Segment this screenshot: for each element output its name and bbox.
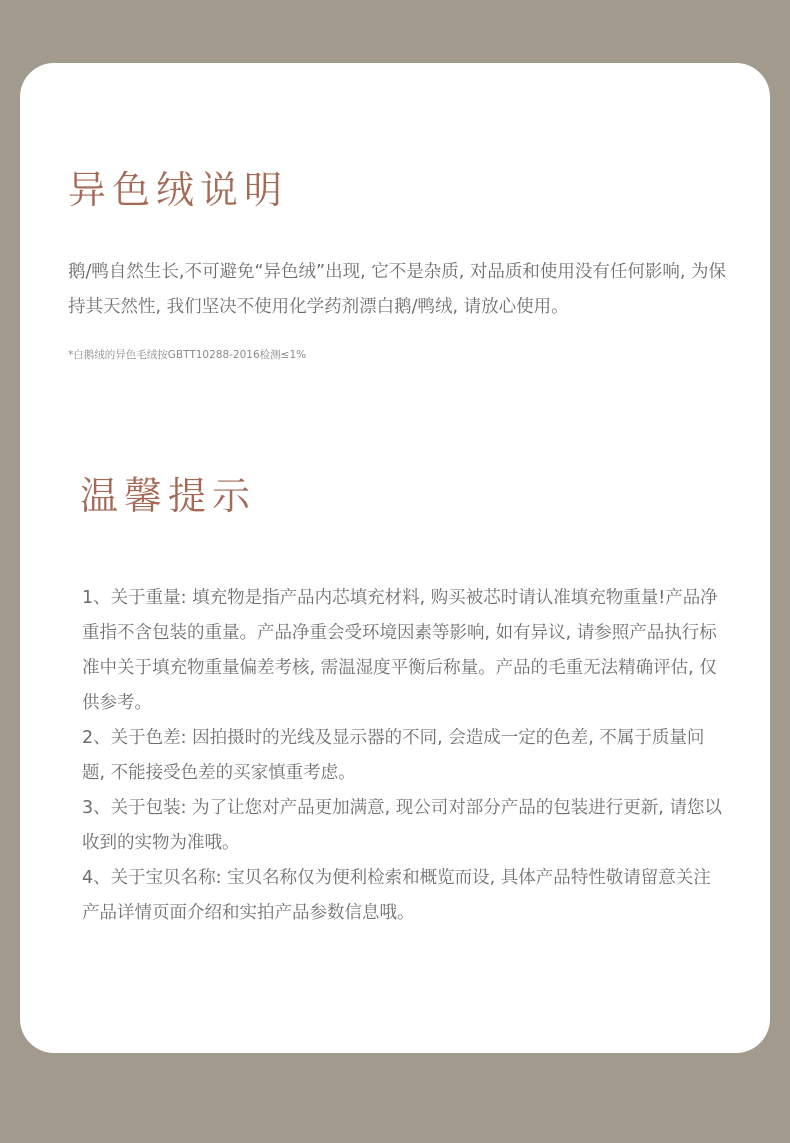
section-title-color-down: 异色绒说明 [68, 168, 289, 212]
color-down-footnote: *白鹅绒的异色毛绒按GBTT10288-2016检测≤1% [68, 349, 307, 361]
tip-item-product-name: 4、关于宝贝名称: 宝贝名称仅为便利检索和概览而设, 具体产品特性敬请留意关注产品详情页面介绍和实拍产品参数信息哦。 [82, 868, 711, 923]
tip-item-packaging: 3、关于包装: 为了让您对产品更加满意, 现公司对部分产品的包装进行更新, 请您以收到的实物为准哦。 [82, 798, 722, 853]
tip-item-color-difference: 2、关于色差: 因拍摄时的光线及显示器的不同, 会造成一定的色差, 不属于质量问题, 不能接受色差的买家慎重考虑。 [82, 728, 705, 783]
color-down-description: 鹅/鸭自然生长,不可避免“异色绒”出现, 它不是杂质, 对品质和使用没有任何影响, 为保持其天然性, 我们坚决不使用化学药剂漂白鹅/鸭绒, 请放心使用。 [68, 262, 726, 317]
content-card [20, 63, 770, 1053]
tips-list [82, 581, 722, 931]
tip-item-weight: 1、关于重量: 填充物是指产品内芯填充材料, 购买被芯时请认准填充物重量!产品净重指不含包装的重量。产品净重会受环境因素等影响, 如有异议, 请参照产品执行标准中关于填充物重量偏差考核, 需温湿度平衡后称量。产品的毛重无法精确评估, 仅供参考。 [82, 588, 718, 713]
section-title-tips: 温馨提示 [80, 474, 257, 518]
